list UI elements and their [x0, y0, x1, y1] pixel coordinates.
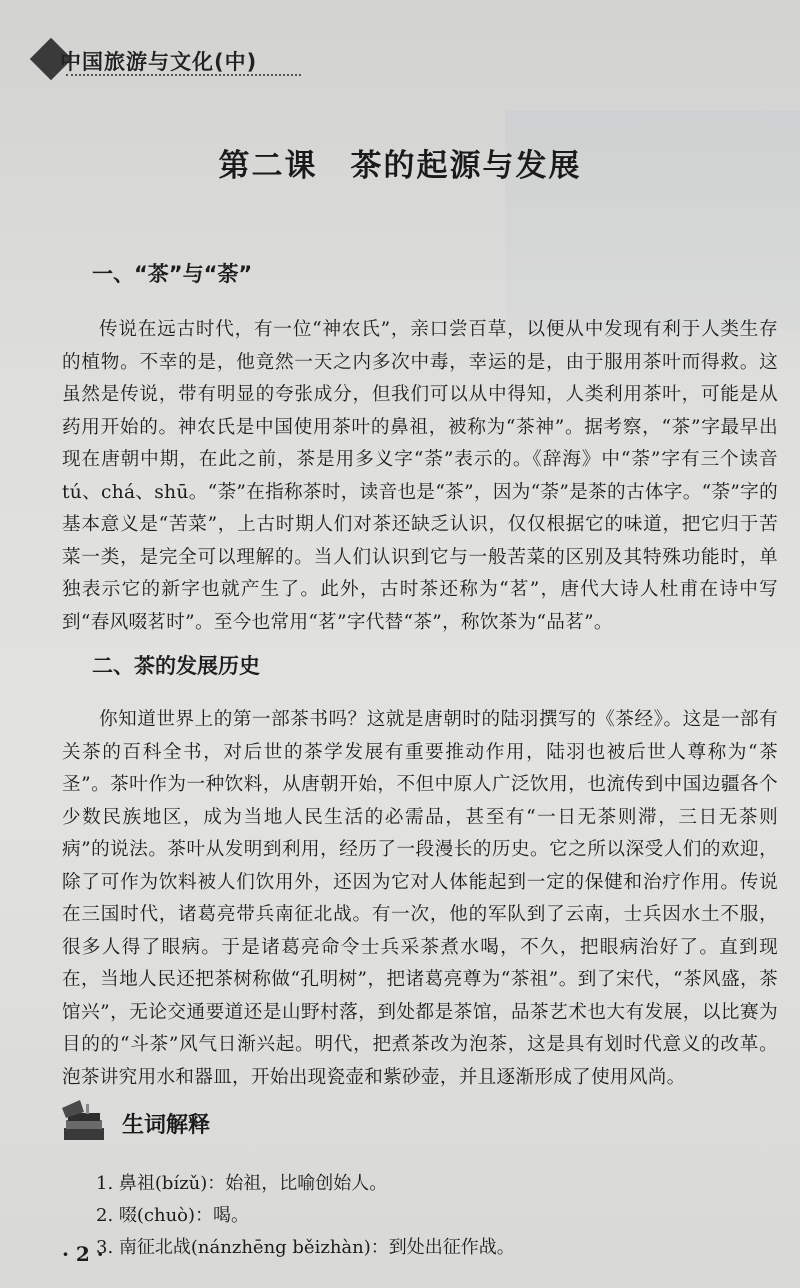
- section-paragraph-2: 你知道世界上的第一部茶书吗？这就是唐朝时的陆羽撰写的《茶经》。这是一部有关茶的百科全书，对后世的茶学发展有重要推动作用，陆羽也被后世人尊称为“茶圣”。茶叶作为一种饮料，从唐朝开始，不但中原人广泛饮用，也流传到中国边疆各个少数民族地区，成为当地人民生活的必需品，甚至有“一日无茶则滞，三日无茶则病”的说法。茶叶从发明到利用，经历了一段漫长的历史。它之所以深受人们的欢迎，除了可作为饮料被人们饮用外，还因为它对人体能起到一定的保健和治疗作用。传说在三国时代，诸葛亮带兵南征北战。有一次，他的军队到了云南，士兵因水土不服，很多人得了眼病。于是诸葛亮命令士兵采茶煮水喝，不久，把眼病治好了。直到现在，当地人民还把茶树称做“孔明树”，把诸葛亮尊为“茶祖”。到了宋代，“茶风盛，茶馆兴”，无论交通要道还是山野村落，到处都是茶馆，品茶艺术也大有发展，以比赛为目的的“斗茶”风气日渐兴起。明代，把煮茶改为泡茶，这是具有划时代意义的改革。泡茶讲究用水和器皿，开始出现瓷壶和紫砂壶，并且逐渐形成了使用风尚。: [62, 709, 778, 1088]
- vocabulary-list: [96, 1168, 515, 1264]
- running-header: [36, 30, 276, 90]
- section-heading-2: 二、茶的发展历史: [92, 654, 260, 678]
- dotted-rule: [66, 74, 301, 76]
- vocabulary-title: 生词解释: [122, 1113, 211, 1138]
- vocabulary-header: [58, 1098, 318, 1148]
- book-title: 中国旅游与文化(中): [60, 50, 258, 74]
- vocab-item: 2. 啜(chuò)：喝。: [96, 1205, 250, 1226]
- page-number: · 2 ·: [62, 1242, 104, 1266]
- section-heading-1: 一、“茶”与“荼”: [92, 262, 253, 286]
- vocab-item: 3. 南征北战(nánzhēng běizhàn)：到处出征作战。: [96, 1237, 515, 1258]
- books-icon: [58, 1098, 110, 1146]
- section-paragraph-1: 传说在远古时代，有一位“神农氏”，亲口尝百草，以便从中发现有利于人类生存的植物。不幸的是，他竟然一天之内多次中毒，幸运的是，由于服用茶叶而得救。这虽然是传说，带有明显的夸张成分，但我们可以从中得知，人类利用茶叶，可能是从药用开始的。神农氏是中国使用茶叶的鼻祖，被称为“茶神”。据考察，“茶”字最早出现在唐朝中期，在此之前，茶是用多义字“荼”表示的。《辞海》中“荼”字有三个读音 tú、chá、shū。“荼”在指称茶时，读音也是“茶”，因为“荼”是茶的古体字。“荼”字的基本意义是“苦菜”，上古时期人们对茶还缺乏认识，仅仅根据它的味道，把它归于苦菜一类，是完全可以理解的。当人们认识到它与一般苦菜的区别及其特殊功能时，单独表示它的新字也就产生了。此外，古时茶还称为“茗”，唐代大诗人杜甫在诗中写到“春风啜茗时”。至今也常用“茗”字代替“茶”，称饮茶为“品茗”。: [62, 319, 778, 633]
- vocab-item: 1. 鼻祖(bízǔ)：始祖，比喻创始人。: [96, 1173, 388, 1194]
- lesson-title: 第二课 茶的起源与发展: [218, 148, 582, 184]
